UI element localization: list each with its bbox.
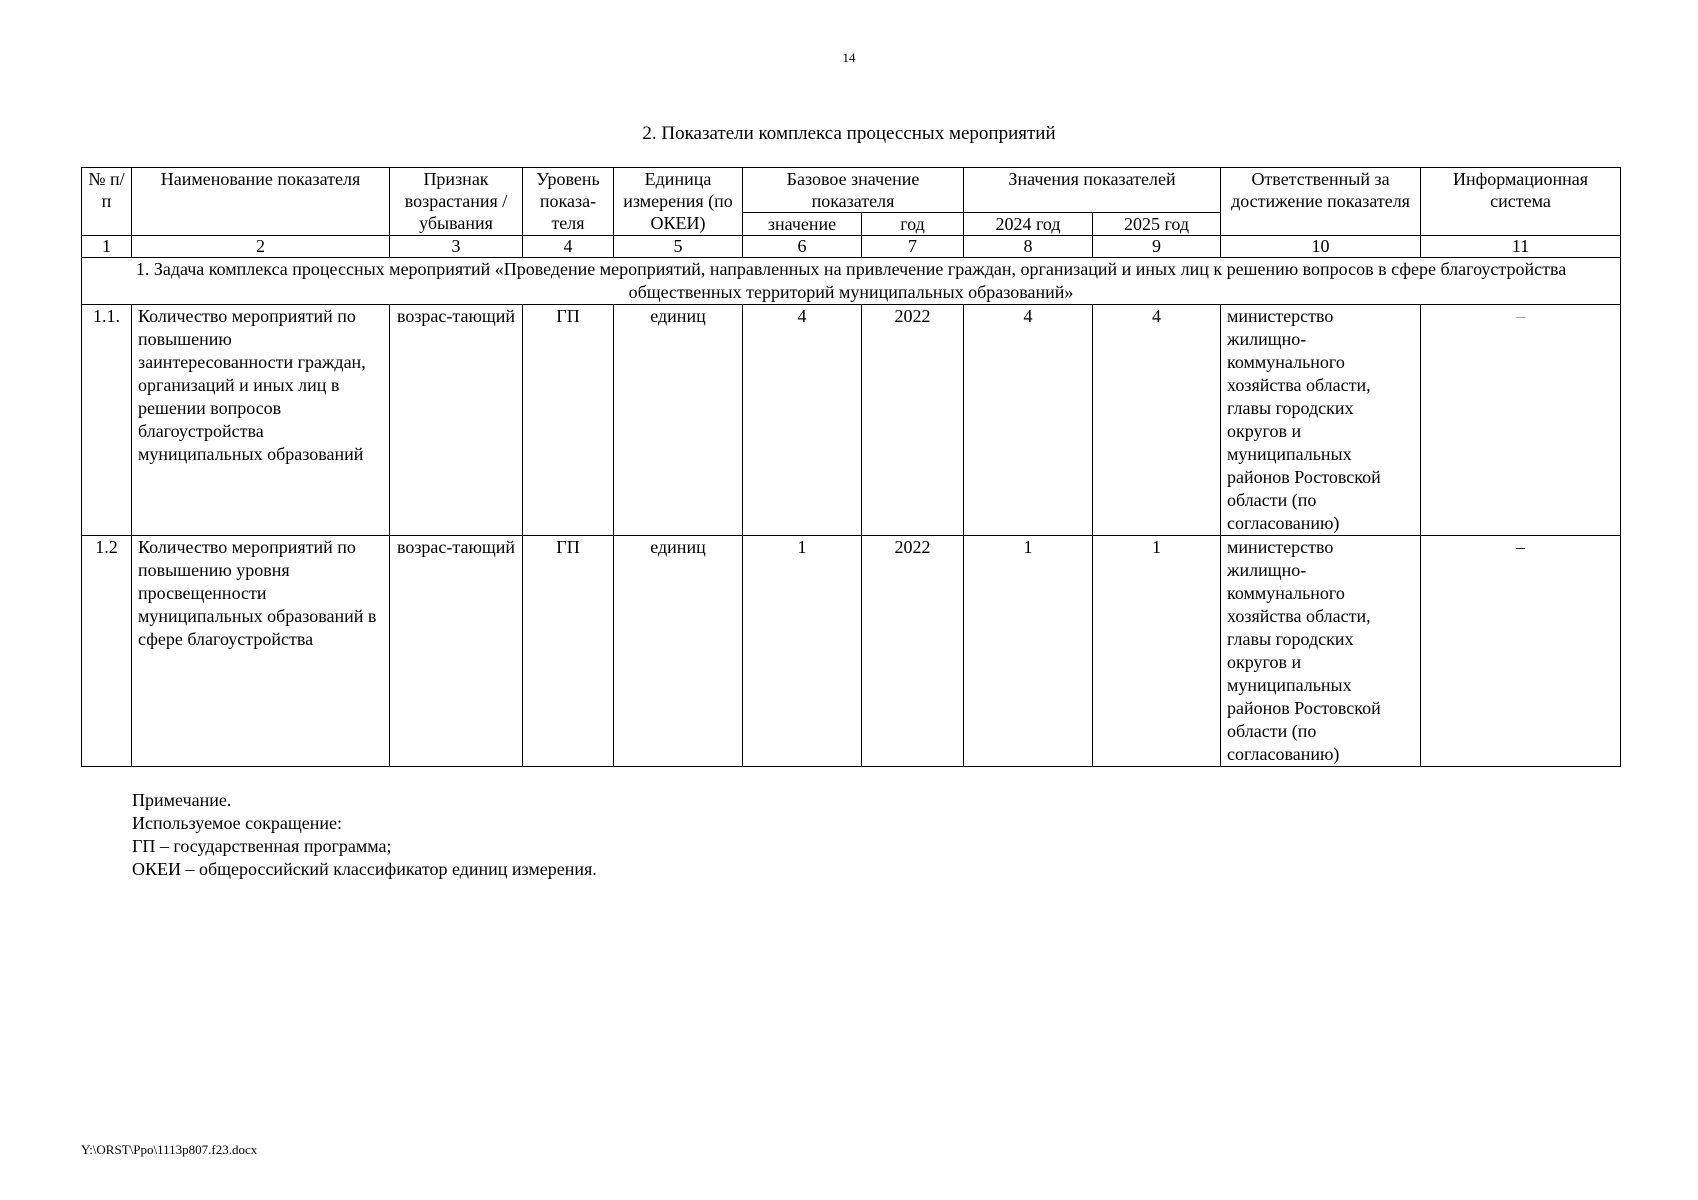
base-value: 4 [743,305,862,536]
column-number-row [82,236,1621,258]
header-number: № п/п [82,168,132,236]
column-number: 9 [1093,236,1221,258]
header-unit: Единица измерения (по ОКЕИ) [614,168,743,236]
value-2025: 4 [1093,305,1221,536]
indicator-name: Количество мероприятий по повышению уровня просвещенности муниципальных образований в сфере благоустройства [132,536,390,767]
column-number: 6 [743,236,862,258]
trend-value: возрас-тающий [390,305,523,536]
responsible-value: министерство жилищно-коммунального хозяйства области, главы городских округов и муниципальных районов Ростовской области (по согласованию) [1221,305,1421,536]
indicator-name: Количество мероприятий по повышению заинтересованности граждан, организаций и иных лиц в решении вопросов благоустройства муниципальных образований [132,305,390,536]
info-system-value [1421,536,1621,767]
base-value: 1 [743,536,862,767]
page-number: 14 [842,50,856,65]
unit-value: единиц [614,305,743,536]
column-number: 11 [1421,236,1621,258]
header-info-system: Информационная система [1421,168,1621,236]
column-number: 4 [523,236,614,258]
header-year-2025: 2025 год [1093,213,1221,236]
value-2024: 4 [964,305,1093,536]
note-title: Примечание. [132,790,232,810]
table-row [82,305,1621,536]
footer-file-path: Y:\ORST\Ppo\1113p807.f23.docx [81,1142,258,1157]
header-base-year: год [862,213,964,236]
header-trend: Признак возрастания / убывания [390,168,523,236]
note-line: ГП – государственная программа; [132,836,392,856]
value-2024: 1 [964,536,1093,767]
info-system-dash: – [1516,306,1526,326]
level-value: ГП [523,305,614,536]
info-system-value [1421,305,1621,536]
column-number: 5 [614,236,743,258]
header-base-value: значение [743,213,862,236]
row-number: 1.2 [82,536,132,767]
header-level: Уровень показа-теля [523,168,614,236]
level-value: ГП [523,536,614,767]
indicators-table [81,167,1621,767]
column-number: 10 [1221,236,1421,258]
table-row [82,536,1621,767]
header-base-group: Базовое значение показателя [743,168,964,213]
column-number: 3 [390,236,523,258]
column-number: 2 [132,236,390,258]
header-responsible: Ответственный за достижение показателя [1221,168,1421,236]
base-year: 2022 [862,536,964,767]
base-year: 2022 [862,305,964,536]
value-2025: 1 [1093,536,1221,767]
task-title: 1. Задача комплекса процессных мероприятий «Проведение мероприятий, направленных на привлечение граждан, организаций и иных лиц к решению вопросов в сфере благоустройства общественных территорий муниципальных образований» [82,258,1621,305]
column-number: 1 [82,236,132,258]
header-year-2024: 2024 год [964,213,1093,236]
note-block [132,789,597,881]
trend-value: возрас-тающий [390,536,523,767]
header-indicator-name: Наименование показателя [132,168,390,236]
responsible-value: министерство жилищно-коммунального хозяйства области, главы городских округов и муниципальных районов Ростовской области (по согласованию) [1221,536,1421,767]
column-number: 7 [862,236,964,258]
info-system-dash: – [1516,537,1526,557]
row-number: 1.1. [82,305,132,536]
note-line: Используемое сокращение: [132,813,342,833]
column-number: 8 [964,236,1093,258]
note-line: ОКЕИ – общероссийский классификатор единиц измерения. [132,859,597,879]
header-values-group: Значения показателей [964,168,1221,213]
unit-value: единиц [614,536,743,767]
section-title: 2. Показатели комплекса процессных мероприятий [642,123,1056,144]
